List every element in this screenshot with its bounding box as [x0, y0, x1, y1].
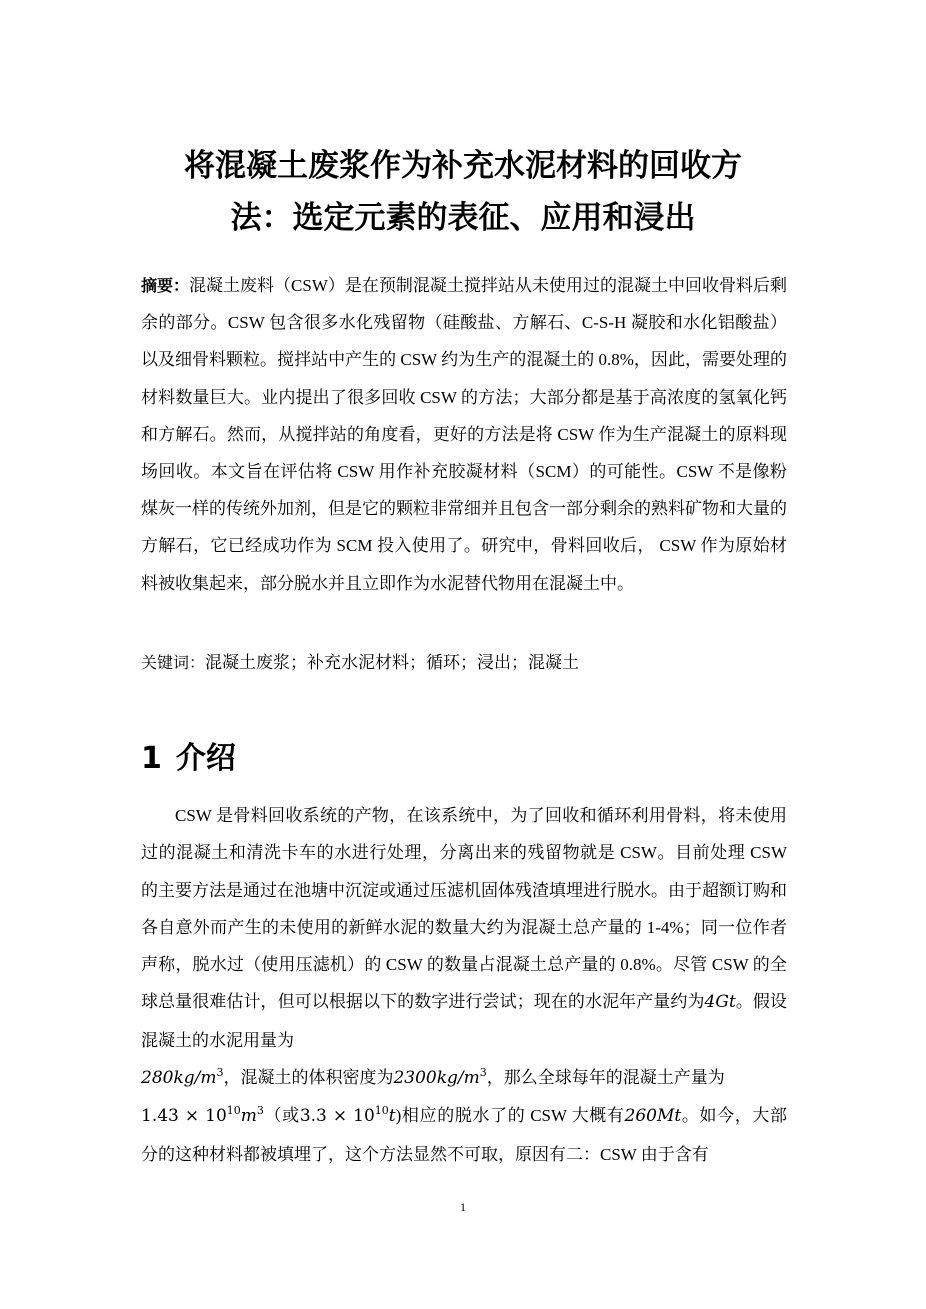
volume-unit-exponent: 3: [256, 1104, 264, 1118]
title-line-1: 将混凝土废浆作为补充水泥材料的回收方: [184, 148, 742, 184]
mass-exponent: 10: [374, 1104, 389, 1118]
csw-amount-value: 260Mt: [624, 1106, 682, 1127]
abstract-label: 摘要：: [141, 276, 190, 295]
volume-unit: m: [240, 1106, 257, 1127]
cement-total-value: 4Gt: [704, 992, 736, 1013]
intro-text-e: （或: [263, 1106, 300, 1126]
introduction-paragraph: [141, 797, 787, 1173]
paper-title: [110, 140, 816, 244]
cement-dose-value: 280kg/m: [141, 1068, 217, 1089]
density-value: 2300kg/m: [393, 1068, 480, 1089]
intro-text-a: CSW 是骨料回收系统的产物，在该系统中，为了回收和循环利用骨料，将未使用过的混凝土和清洗卡车的水进行处理，分离出来的残留物就是 CSW。目前处理 CSW 的主要方法是通过在池塘中沉淀或通过压滤机固体残渣填埋进行脱水。由于超额订购和各自意外而产生的未使用的新鲜水泥的数量大约为混凝土总产量的 1-4%；同一位作者声称，脱水过（使用压滤机）的 CSW 的数量占混凝土总产量的 0.8%。尽管 CSW 的全球总量很难估计，但可以根据以下的数字进行尝试；现在的水泥年产量约为: [141, 806, 787, 1012]
intro-text-d: ，那么全球每年的混凝土产量为: [486, 1068, 725, 1088]
section-number: 1: [141, 741, 162, 776]
keywords-line: [141, 649, 787, 677]
volume-exponent: 10: [226, 1104, 241, 1118]
intro-text-b: 。假设混凝土的水泥用量为: [141, 992, 788, 1050]
intro-text-f: )相应的脱水了的 CSW 大概有: [395, 1106, 625, 1126]
title-line-2: 法：选定元素的表征、应用和浸出: [230, 200, 696, 236]
intro-text-c: ，混凝土的体积密度为: [223, 1068, 394, 1088]
abstract-text: 混凝土废料（CSW）是在预制混凝土搅拌站从未使用过的混凝土中回收骨料后剩余的部分。CSW 包含很多水化残留物（硅酸盐、方解石、C-S-H 凝胶和水化铝酸盐）以及细骨料颗粒。搅拌站中产生的 CSW 约为生产的混凝土的 0.8%，因此，需要处理的材料数量巨大。业内提出了很多回收 CSW 的方法；大部分都是基于高浓度的氢氧化钙和方解石。然而，从搅拌站的角度看，更好的方法是将 CSW 作为生产混凝土的原料现场回收。本文旨在评估将 CSW 用作补充胶凝材料（SCM）的可能性。CSW 不是像粉煤灰一样的传统外加剂，但是它的颗粒非常细并且包含一部分剩余的熟料矿物和大量的方解石，它已经成功作为 SCM 投入使用了。研究中，骨料回收后， CSW 作为原始材料被收集起来，部分脱水并且立即作为水泥替代物用在混凝土中。: [141, 276, 787, 593]
density-exponent: 3: [479, 1066, 487, 1080]
page-number: 1: [460, 1200, 466, 1214]
section-heading-introduction: [141, 734, 236, 784]
mass-mantissa: 3.3 × 10: [299, 1106, 375, 1127]
section-title: 介绍: [175, 741, 236, 776]
keywords-text: 混凝土废浆；补充水泥材料；循环；浸出；混凝土: [205, 653, 580, 672]
abstract-paragraph: [141, 267, 787, 602]
keywords-label: 关键词：: [141, 653, 206, 672]
cement-dose-exponent: 3: [216, 1066, 224, 1080]
volume-mantissa: 1.43 × 10: [141, 1106, 227, 1127]
mass-unit: t: [388, 1106, 396, 1127]
intro-text-g: 。如今，大部分的这种材料都被填埋了，这个方法显然不可取，原因有二：CSW 由于含有: [141, 1106, 787, 1164]
